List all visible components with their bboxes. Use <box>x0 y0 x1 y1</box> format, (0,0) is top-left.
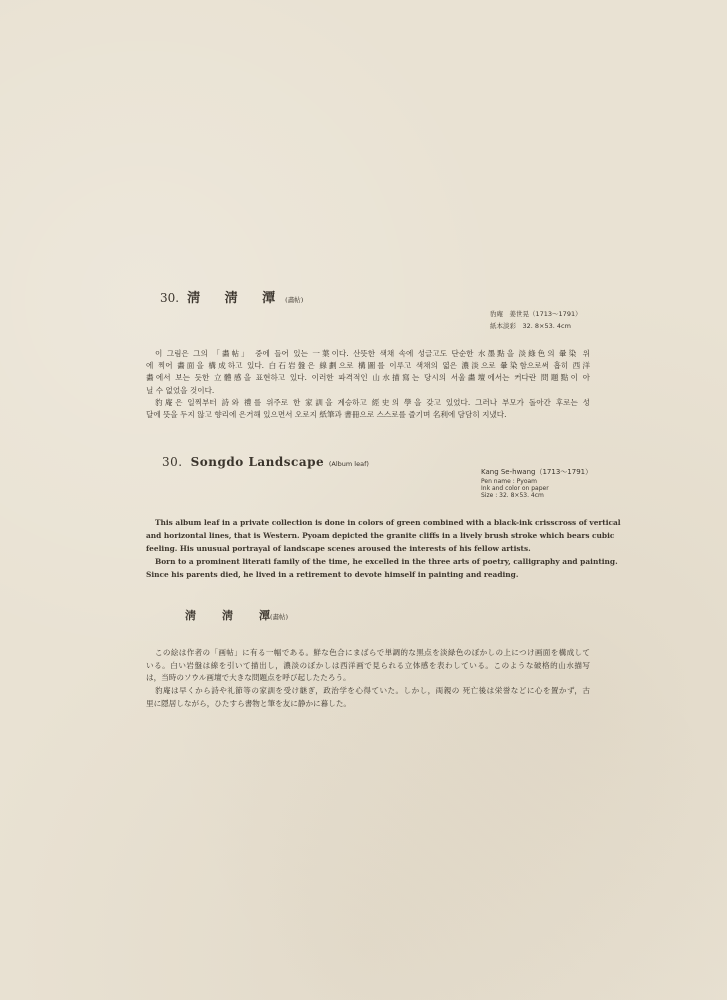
text-line: この絵は作者の「画帖」に有る一幅である。鮮な色合にまばらで単調的な黒点を淡緑色のぼかしの上につけ画面を構成して <box>155 648 590 657</box>
text-line: 豹庵は早くから詩や礼節等の家訓を受け継ぎ，政治学を心得ていた。しかし，両親の 死亡後は栄誉などに心を置かず，古 <box>155 686 590 696</box>
korean-title <box>160 287 303 306</box>
text-line: 닐 수 없었을 것이다. <box>146 385 215 395</box>
english-caption <box>481 466 592 499</box>
text-line: Since his parents died, he lived in a retirement to devote himself in painting and reading. <box>146 570 519 579</box>
korean-caption <box>490 308 582 332</box>
artist-line: 豹庵 姜世晃（1713～1791） <box>490 310 582 318</box>
text-line: いる。白い岩盤は線を引いて描出し，濃淡のぼかしは西洋画で見られる立体感を表わしている。このような破格的山水描写 <box>146 660 590 670</box>
plate-number: 30. <box>162 455 183 469</box>
text-line: Born to a prominent literati family of the time, he excelled in the three arts of poetry, calligraphy and painting. <box>155 557 618 566</box>
text-line: 畵에서 보는 듯한 立體感을 표현하고 있다. 이러한 파격적인 山水描寫는 당시의 서울畵壇에서는 커다란 問題點이 아 <box>146 373 590 383</box>
japanese-description <box>146 647 590 711</box>
artist-line: Kang Se-hwang（1713～1791） <box>481 468 593 476</box>
english-title <box>162 455 369 469</box>
text-line: 里に隠居しながら，ひたすら書物と筆を友に静かに暮した。 <box>146 698 352 708</box>
title-text: Songdo Landscape <box>190 455 325 469</box>
title-char: 淸 <box>222 609 233 622</box>
text-line: 豹庵은 일찍부터 詩와 禮를 위주로 한 家訓을 계승하고 經史의 學을 갖고 있었다. 그러나 부모가 돌아간 후로는 성 <box>155 397 590 407</box>
title-char: 潭 <box>259 609 270 622</box>
size-line: Size : 32. 8×53. 4cm <box>481 492 544 499</box>
text-line: 달에 뜻을 두지 않고 향리에 은거해 있으면서 오로지 紙筆과 書冊으로 스스로를 즐기며 名利에 담담히 지냈다. <box>146 410 507 420</box>
plate-number: 30. <box>160 291 180 305</box>
english-description <box>146 516 621 581</box>
text-line: 이 그림은 그의 「畵帖」 중에 들어 있는 一葉이다. 산뜻한 색채 속에 성글고도 단순한 水墨點을 淡綠色의 暈染 위 <box>155 349 590 358</box>
japanese-title <box>185 607 288 623</box>
text-line: は，当時のソウル画壇で大きな問題点を呼び起したたろう。 <box>146 673 351 683</box>
korean-description <box>146 348 590 421</box>
text-line: feeling. His unusual portrayal of landscape scenes aroused the interests of his fellow artists. <box>146 544 531 553</box>
title-text: 淸 淸 潭 <box>187 291 286 306</box>
medium-line: 紙本淡彩 32. 8×53. 4cm <box>490 322 571 330</box>
title-char: 淸 <box>185 609 196 622</box>
pen-name-line: Pen name : Pyoam <box>481 478 538 485</box>
title-subtitle: (畵帖) <box>270 613 289 621</box>
title-subtitle: (畵帖) <box>285 296 304 304</box>
text-line: 에 찍어 畵面을 構成하고 있다. 白石岩盤은 線劃으로 構圖를 이루고 색채의 엷은 濃淡으로 暈染함으로써 흡히 西洋 <box>146 361 590 371</box>
text-line: This album leaf in a private collection is done in colors of green combined with a black-ink crisscross of vertical <box>155 518 621 527</box>
medium-line: Ink and color on paper <box>481 485 549 492</box>
title-subtitle: (Album leaf) <box>328 460 369 468</box>
text-line: and horizontal lines, that is Western. Pyoam depicted the granite cliffs in a lively brush stroke which bears cubic <box>146 531 615 540</box>
